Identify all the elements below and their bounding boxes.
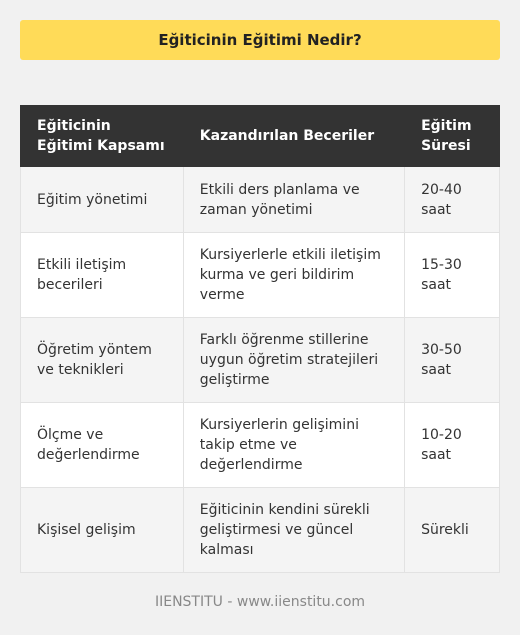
cell-scope: Etkili iletişim becerileri [21, 233, 184, 318]
table-row [21, 403, 500, 488]
cell-skills: Farklı öğrenme stillerine uygun öğretim stratejileri geliştirme [183, 318, 404, 403]
header-scope: Eğiticinin Eğitimi Kapsamı [21, 106, 184, 167]
table-row [21, 233, 500, 318]
cell-scope: Ölçme ve değerlendirme [21, 403, 184, 488]
table-header-row [21, 106, 500, 167]
table-row [21, 488, 500, 573]
cell-duration: 30-50 saat [405, 318, 500, 403]
cell-scope: Kişisel gelişim [21, 488, 184, 573]
cell-skills: Kursiyerlerin gelişimini takip etme ve değerlendirme [183, 403, 404, 488]
footer-text: IIENSTITU - www.iienstitu.com [154, 594, 366, 610]
cell-duration: Sürekli [405, 488, 500, 573]
table-row [21, 167, 500, 233]
cell-duration: 15-30 saat [405, 233, 500, 318]
cell-scope: Eğitim yönetimi [21, 167, 184, 233]
cell-skills: Kursiyerlerle etkili iletişim kurma ve geri bildirim verme [183, 233, 404, 318]
cell-duration: 20-40 saat [405, 167, 500, 233]
table-row [21, 318, 500, 403]
header-duration: Eğitim Süresi [405, 106, 500, 167]
training-table [20, 105, 500, 573]
cell-skills: Etkili ders planlama ve zaman yönetimi [183, 167, 404, 233]
cell-duration: 10-20 saat [405, 403, 500, 488]
cell-skills: Eğiticinin kendini sürekli geliştirmesi ve güncel kalması [183, 488, 404, 573]
cell-scope: Öğretim yöntem ve teknikleri [21, 318, 184, 403]
header-skills: Kazandırılan Beceriler [183, 106, 404, 167]
page-title: Eğiticinin Eğitimi Nedir? [20, 20, 500, 60]
